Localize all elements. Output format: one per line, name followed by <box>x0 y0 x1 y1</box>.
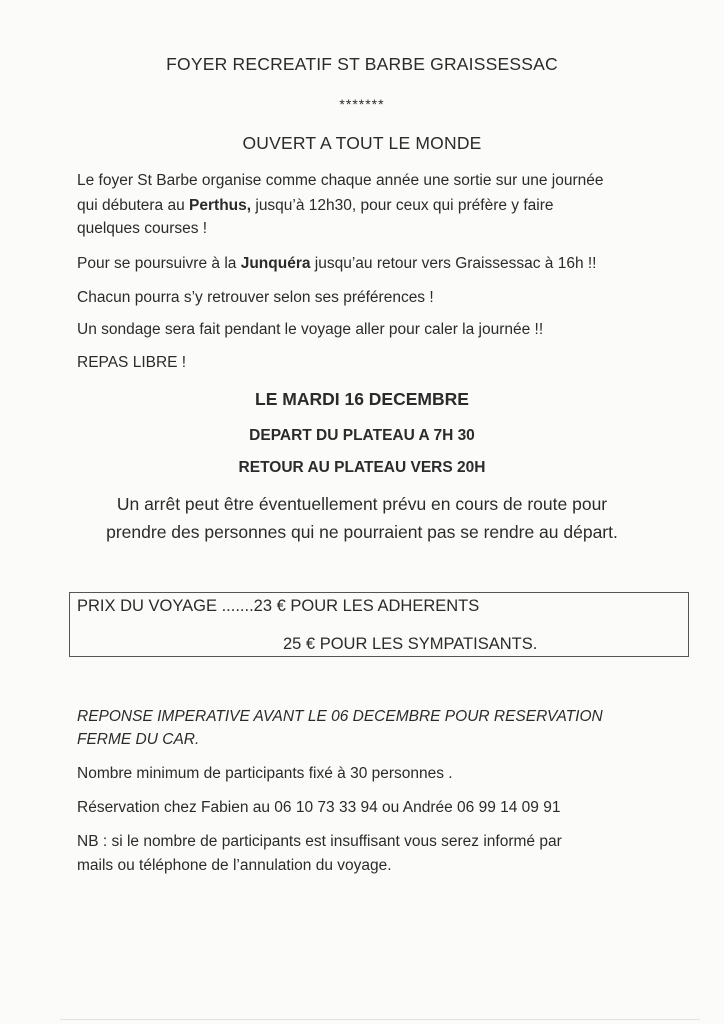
return-info: RETOUR AU PLATEAU VERS 20H <box>238 459 486 476</box>
trip-date: LE MARDI 16 DECEMBRE <box>255 389 469 409</box>
place-perthus: Perthus, <box>189 197 252 214</box>
stop-note-line-1: Un arrêt peut être éventuellement prévu en cours de route pour <box>116 494 608 514</box>
price-dots: ....... <box>216 597 254 615</box>
departure-info: DEPART DU PLATEAU A 7H 30 <box>249 427 475 444</box>
intro-line-2-suffix: jusqu’à 12h30, pour ceux qui préfère y faire <box>251 197 554 214</box>
nb-line-2: mails ou téléphone de l’annulation du voyage. <box>77 857 392 874</box>
intro-line-3: quelques courses ! <box>77 220 208 237</box>
flyer-subtitle: OUVERT A TOUT LE MONDE <box>242 133 482 153</box>
minimum-participants: Nombre minimum de participants fixé à 30 personnes . <box>77 765 453 782</box>
intro-paragraph-3: Chacun pourra s’y retrouver selon ses préférences ! <box>77 289 434 306</box>
flyer-title: FOYER RECREATIF ST BARBE GRAISSESSAC <box>166 54 558 74</box>
intro-p2-prefix: Pour se poursuivre à la <box>77 255 241 272</box>
response-deadline-line-1: REPONSE IMPERATIVE AVANT LE 06 DECEMBRE POUR RESERVATION <box>77 708 603 725</box>
intro-paragraph-2 <box>77 254 597 274</box>
intro-line-1: Le foyer St Barbe organise comme chaque année une sortie sur une journée <box>77 172 604 189</box>
nb-line-1: NB : si le nombre de participants est insuffisant vous serez informé par <box>77 833 562 850</box>
title-separator: ******* <box>339 96 385 112</box>
place-junquera: Junquéra <box>240 255 311 272</box>
response-deadline-line-2: FERME DU CAR. <box>77 731 200 748</box>
stop-note-line-2: prendre des personnes qui ne pourraient pas se rendre au départ. <box>106 522 618 542</box>
intro-p2-suffix: jusqu’au retour vers Graissessac à 16h !! <box>310 255 597 272</box>
page-bottom-rule <box>60 1019 700 1020</box>
price-line-members <box>77 595 479 617</box>
intro-line-2 <box>77 196 554 216</box>
intro-line-2-prefix: qui débutera au <box>77 197 190 214</box>
intro-paragraph-4: Un sondage sera fait pendant le voyage aller pour caler la journée !! <box>77 321 544 338</box>
price-sympathizers: 25 € POUR LES SYMPATISANTS. <box>283 635 538 653</box>
meal-note: REPAS LIBRE ! <box>77 354 187 371</box>
price-members: 23 € POUR LES ADHERENTS <box>253 597 480 615</box>
price-label: PRIX DU VOYAGE <box>77 597 217 615</box>
reservation-contacts: Réservation chez Fabien au 06 10 73 33 94 ou Andrée 06 99 14 09 91 <box>77 799 561 816</box>
